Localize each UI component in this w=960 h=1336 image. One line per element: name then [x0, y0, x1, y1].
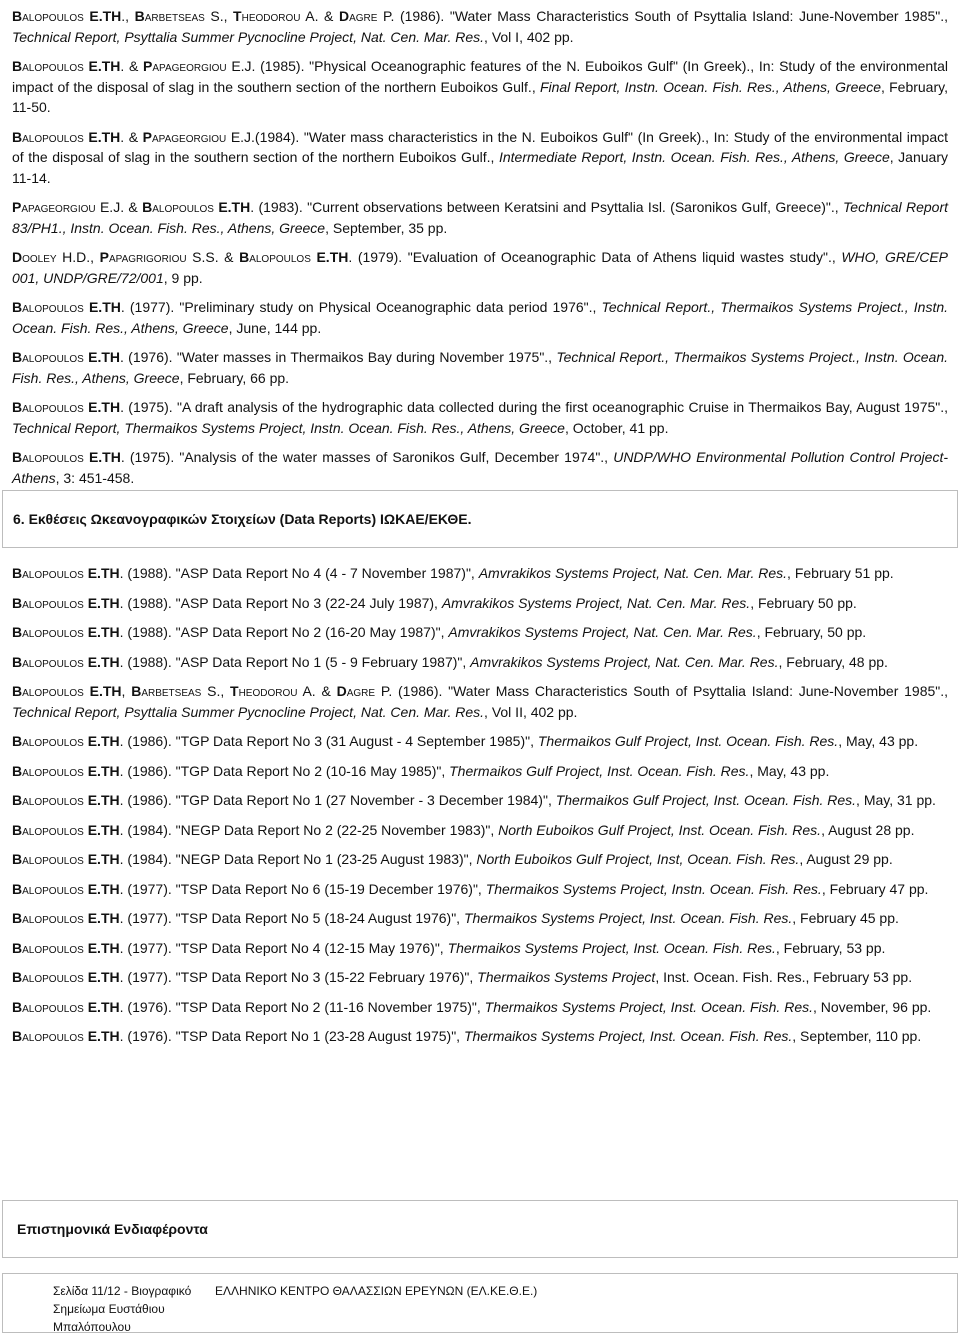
author-name: Balopoulos: [12, 762, 84, 779]
reference-text: H.D.,: [56, 249, 100, 265]
author-initials: E.Τ: [87, 624, 110, 640]
reference-text: , February, 53 pp.: [775, 939, 886, 956]
reference-entry: [12, 6, 948, 47]
author-initials: Η: [109, 821, 120, 838]
publication-source: North Euboikos Gulf Project, Inst. Ocean. Fish. Res.: [498, 821, 822, 838]
author-initials: E.Τ: [218, 199, 241, 215]
author-initials: Η: [338, 249, 349, 265]
author-name: Balopoulos: [12, 998, 84, 1015]
reference-text: , May, 43 pp.: [749, 762, 830, 779]
reference-text: P. (1986). "Water Mass Characteristics South of Psyttalia Island: June-November 1985".,: [377, 8, 949, 24]
author-initials: Η: [110, 128, 121, 145]
author-name: Papageorgiou: [142, 128, 227, 145]
publication-source: Technical Report., Thermaikos Systems Project., Instn. Ocean. Fish. Res., Athens, Greece: [12, 299, 949, 336]
reference-text: , Inst. Ocean. Fish. Res., February 53 pp.: [655, 969, 913, 985]
author-initials: Η: [109, 624, 120, 640]
reference-text: .,: [121, 8, 135, 24]
publication-source: Final Report, Instn. Ocean. Fish. Res., Athens, Greece: [539, 78, 881, 95]
reference-text: , May, 43 pp.: [838, 733, 919, 749]
reference-list-reports: [12, 563, 948, 1056]
publication-source: Technical Report, Psyttalia Summer Pycnocline Project, Nat. Cen. Mar. Res.: [12, 28, 485, 45]
author-initials: E.Τ: [87, 998, 110, 1015]
author-name: Balopoulos: [12, 880, 84, 897]
reference-text: . (1988). "ASP Data Report No 3 (22-24 July 1987),: [119, 594, 442, 611]
reference-text: . (1988). "ASP Data Report No 2 (16-20 May 1987)",: [119, 624, 449, 640]
reference-text: A. &: [297, 683, 337, 699]
reference-entry: [12, 347, 948, 388]
author-name: Balopoulos: [12, 969, 84, 985]
author-initials: E.Τ: [87, 792, 110, 808]
reference-text: , February, 48 pp.: [778, 653, 888, 670]
publication-source: Technical Report, Thermaikos Systems Project, Instn. Ocean. Fish. Res., Athens, Greece: [12, 419, 565, 436]
reference-entry: [12, 127, 948, 189]
author-name: Balopoulos: [12, 851, 84, 867]
reference-text: . (1975). "Analysis of the water masses of Saronikos Gulf, December 1974".,: [120, 449, 614, 465]
author-name: Theodorou: [230, 683, 298, 699]
reference-text: , June, 144 pp.: [228, 319, 322, 336]
reference-text: . (1977). "TSP Data Report No 3 (15-22 February 1976)",: [119, 969, 478, 985]
reference-entry: [12, 297, 948, 338]
reference-text: , August 29 pp.: [799, 851, 893, 867]
author-name: Balopoulos: [12, 792, 84, 808]
author-initials: Η: [109, 349, 121, 365]
author-initials: E.Τ: [87, 565, 110, 581]
publication-source: Technical Report, Psyttalia Summer Pycnocline Project, Nat. Cen. Mar. Res.: [12, 703, 485, 720]
author-name: Balopoulos: [239, 249, 311, 265]
reference-text: S.,: [201, 683, 230, 699]
author-name: Balopoulos: [12, 128, 84, 145]
reference-entry: [12, 247, 948, 288]
author-initials: E.Τ: [88, 299, 111, 315]
section-6-box: [2, 490, 958, 548]
reference-text: , February, 11-50.: [12, 78, 948, 115]
publication-source: Thermaikos Systems Project, Instn. Ocean. Fish. Res.: [485, 880, 822, 897]
reference-text: . &: [120, 58, 144, 74]
author-name: Barbetseas: [134, 8, 205, 24]
author-name: Balopoulos: [12, 624, 84, 640]
author-name: Papageorgiou: [143, 58, 227, 74]
author-initials: Η: [110, 58, 121, 74]
author-initials: Η: [109, 880, 120, 897]
reference-entry: [12, 879, 948, 900]
reference-entry: [12, 56, 948, 118]
publication-source: Thermaikos Systems Project, Inst. Ocean. Fish. Res.: [463, 910, 793, 926]
reference-text: A. &: [300, 8, 339, 24]
author-initials: E.Τ: [88, 58, 111, 74]
author-initials: E.Τ: [87, 594, 110, 611]
reference-text: . (1984). "NEGP Data Report No 1 (23-25 August 1983)",: [119, 851, 477, 867]
author-initials: E.Τ: [89, 8, 112, 24]
reference-entry: [12, 563, 948, 584]
author-initials: E.Τ: [87, 1028, 110, 1044]
reference-entry: [12, 731, 948, 752]
publication-source: Amvrakikos Systems Project, Nat. Cen. Mar. Res.: [448, 624, 757, 640]
author-initials: Η: [109, 939, 120, 956]
author-initials: Η: [110, 449, 121, 465]
reference-text: . (1977). "Preliminary study on Physical Oceanographic data period 1976".,: [120, 299, 602, 315]
section-interests-box: [2, 1200, 958, 1258]
author-name: Balopoulos: [12, 449, 84, 465]
author-initials: Η: [109, 594, 120, 611]
reference-text: S.S. &: [186, 249, 240, 265]
publication-source: Thermaikos Gulf Project, Inst. Ocean. Fish. Res.: [555, 792, 857, 808]
author-initials: Η: [111, 8, 122, 24]
reference-text: , February 47 pp.: [821, 880, 929, 897]
author-name: Balopoulos: [12, 683, 84, 699]
reference-text: P. (1986). "Water Mass Characteristics South of Psyttalia Island: June-November 1985".,: [375, 683, 949, 699]
publication-source: Thermaikos Gulf Project, Inst. Ocean. Fish. Res.: [537, 733, 839, 749]
reference-entry: [12, 622, 948, 643]
reference-entry: [12, 908, 948, 929]
reference-entry: [12, 1026, 948, 1047]
reference-text: . (1986). "TGP Data Report No 2 (10-16 May 1985)",: [119, 762, 450, 779]
author-initials: Η: [109, 733, 120, 749]
author-initials: E.Τ: [87, 880, 110, 897]
reference-entry: [12, 997, 948, 1018]
reference-text: E.J. &: [95, 199, 143, 215]
reference-entry: [12, 593, 948, 614]
author-name: Balopoulos: [12, 399, 84, 415]
reference-text: , September, 35 pp.: [325, 219, 448, 236]
reference-entry: [12, 761, 948, 782]
publication-source: Thermaikos Gulf Project, Inst. Ocean. Fish. Res.: [449, 762, 750, 779]
author-name: Papageorgiou: [12, 199, 96, 215]
author-initials: Η: [109, 762, 120, 779]
publication-source: Technical Report., Thermaikos Systems Project., Instn. Ocean. Fish. Res., Athens, Greece: [12, 349, 948, 386]
author-name: Balopoulos: [12, 653, 84, 670]
reference-text: , February, 50 pp.: [756, 624, 867, 640]
author-name: Balopoulos: [12, 1028, 84, 1044]
author-name: Balopoulos: [12, 910, 84, 926]
reference-text: , August 28 pp.: [821, 821, 915, 838]
section-6-title: 6. Εκθέσεις Ωκεανογραφικών Στοιχείων (Data Reports) ΙΩΚΑΕ/ΕΚΘΕ.: [13, 511, 472, 527]
reference-text: , February 50 pp.: [750, 594, 857, 611]
reference-text: . (1988). "ASP Data Report No 1 (5 - 9 February 1987)",: [119, 653, 471, 670]
author-initials: E.Τ: [88, 449, 111, 465]
author-initials: Η: [109, 1028, 120, 1044]
publication-source: Thermaikos Systems Project, Inst. Ocean. Fish. Res.: [447, 939, 776, 956]
reference-text: , January 11-14.: [12, 149, 948, 186]
author-initials: E.Τ: [88, 349, 110, 365]
reference-text: , Vol II, 402 pp.: [484, 703, 578, 720]
author-initials: E.Τ: [87, 762, 110, 779]
author-name: Balopoulos: [12, 565, 84, 581]
author-name: Balopoulos: [142, 199, 214, 215]
reference-text: . (1984). "NEGP Data Report No 2 (22-25 November 1983)",: [119, 821, 499, 838]
reference-text: , September, 110 pp.: [792, 1028, 922, 1044]
author-name: Balopoulos: [12, 8, 84, 24]
reference-entry: [12, 938, 948, 959]
author-initials: E.Τ: [87, 821, 110, 838]
reference-text: , February 51 pp.: [787, 565, 894, 581]
reference-text: . (1977). "TSP Data Report No 6 (15-19 December 1976)",: [119, 880, 486, 897]
author-initials: Η: [110, 299, 121, 315]
author-initials: Η: [240, 199, 251, 215]
publication-source: Technical Report 83/PH1., Instn. Ocean. Fish. Res., Athens, Greece: [12, 199, 949, 236]
publication-source: North Euboikos Gulf Project, Inst, Ocean. Fish. Res.: [476, 851, 800, 867]
author-name: Balopoulos: [12, 733, 84, 749]
reference-text: , November, 96 pp.: [813, 998, 932, 1015]
reference-entry: [12, 967, 948, 988]
reference-text: . (1975). "A draft analysis of the hydrographic data collected during the first oceanographic Cruise in Thermaikos Bay, August 1975".,: [120, 399, 949, 415]
reference-text: . (1976). "TSP Data Report No 1 (23-28 August 1975)",: [119, 1028, 464, 1044]
reference-entry: [12, 447, 948, 488]
author-name: Dagre: [336, 683, 376, 699]
publication-source: WHO, GRE/CEP 001, UNDP/GRE/72/001: [12, 249, 949, 286]
author-name: Theodorou: [233, 8, 301, 24]
reference-text: S.,: [204, 8, 234, 24]
reference-entry: [12, 397, 948, 438]
author-initials: E.Τ: [87, 969, 110, 985]
author-initials: Η: [109, 399, 121, 415]
author-initials: E.Τ: [89, 683, 112, 699]
author-initials: E.Τ: [88, 399, 110, 415]
reference-list-top: [12, 6, 948, 497]
section-interests-title: Επιστημονικά Ενδιαφέροντα: [17, 1221, 208, 1237]
author-initials: E.Τ: [316, 249, 339, 265]
author-name: Balopoulos: [12, 349, 84, 365]
publication-source: Amvrakikos Systems Project, Nat. Cen. Mar. Res.: [441, 594, 751, 611]
reference-text: . (1976). "TSP Data Report No 2 (11-16 November 1975)",: [119, 998, 485, 1015]
author-initials: E.Τ: [87, 939, 110, 956]
author-initials: E.Τ: [87, 733, 110, 749]
author-name: Balopoulos: [12, 939, 84, 956]
author-initials: Η: [109, 998, 120, 1015]
author-initials: Η: [109, 851, 120, 867]
reference-text: . (1986). "TGP Data Report No 3 (31 August - 4 September 1985)",: [119, 733, 538, 749]
reference-text: , May, 31 pp.: [856, 792, 936, 808]
reference-text: ,: [121, 683, 132, 699]
author-initials: Η: [109, 969, 120, 985]
reference-text: , Vol I, 402 pp.: [484, 28, 574, 45]
reference-text: . (1977). "TSP Data Report No 4 (12-15 May 1976)",: [119, 939, 448, 956]
reference-text: E.J. (1985). "Physical Oceanographic features of the N. Euboikos Gulf" (In Greek)., In: Study of the environmental impact of the disposal of slag in the southern section of the northern Euboikos Gulf.,: [12, 58, 948, 95]
page-footer: [2, 1273, 958, 1333]
reference-text: . (1988). "ASP Data Report No 4 (4 - 7 November 1987)",: [119, 565, 479, 581]
author-initials: E.Τ: [88, 128, 111, 145]
author-name: Balopoulos: [12, 821, 84, 838]
reference-text: , 9 pp.: [163, 269, 203, 286]
reference-text: . (1986). "TGP Data Report No 1 (27 November - 3 December 1984)",: [119, 792, 556, 808]
author-name: Balopoulos: [12, 58, 84, 74]
reference-entry: [12, 790, 948, 811]
publication-source: Amvrakikos Systems Project, Nat. Cen. Mar. Res.: [478, 565, 788, 581]
author-name: Balopoulos: [12, 299, 84, 315]
reference-text: , 3: 451-458.: [55, 469, 135, 486]
reference-entry: [12, 681, 948, 722]
publication-source: Thermaikos Systems Project, Inst. Ocean. Fish. Res.: [463, 1028, 793, 1044]
publication-source: Intermediate Report, Instn. Ocean. Fish. Res., Athens, Greece: [498, 149, 890, 165]
publication-source: Thermaikos Systems Project, Inst. Ocean. Fish. Res.: [484, 998, 813, 1015]
author-initials: E.Τ: [87, 851, 110, 867]
publication-source: Thermaikos Systems Project: [477, 969, 656, 985]
reference-entry: [12, 652, 948, 673]
publication-source: Amvrakikos Systems Project, Nat. Cen. Mar. Res.: [470, 653, 779, 670]
author-initials: Η: [109, 653, 120, 670]
publication-source: UNDP/WHO Environmental Pollution Control Project-Athens: [12, 449, 949, 486]
footer-institution: ΕΛΛΗΝΙΚΟ ΚΕΝΤΡΟ ΘΑΛΑΣΣΙΩΝ ΕΡΕΥΝΩΝ (ΕΛ.ΚΕ.Θ.Ε.): [215, 1284, 538, 1298]
reference-text: . (1977). "TSP Data Report No 5 (18-24 August 1976)",: [119, 910, 464, 926]
reference-entry: [12, 849, 948, 870]
reference-text: E.J.(1984). "Water mass characteristics in the N. Euboikos Gulf" (In Greek)., In: Study of the environmental impact of the disposal of slag in the southern section of the northern Euboikos Gulf.,: [12, 128, 949, 165]
author-initials: E.Τ: [87, 653, 110, 670]
reference-entry: [12, 197, 948, 238]
footer-page-info: Σελίδα 11/12 - Βιογραφικό Σημείωμα Ευστάθιου Μπαλόπουλου: [53, 1284, 192, 1334]
reference-text: , February 45 pp.: [792, 910, 899, 926]
author-initials: Η: [109, 910, 120, 926]
author-name: Balopoulos: [12, 594, 84, 611]
reference-text: . (1979). "Evaluation of Oceanographic Data of Athens liquid wastes study".,: [348, 249, 842, 265]
reference-text: . (1983). "Current observations between Keratsini and Psyttalia Isl. (Saronikos Gulf, Greece)".,: [250, 199, 844, 215]
reference-text: . (1976). "Water masses in Thermaikos Bay during November 1975".,: [120, 349, 557, 365]
reference-text: , February, 66 pp.: [179, 369, 290, 386]
author-initials: Η: [111, 683, 122, 699]
author-initials: E.Τ: [87, 910, 110, 926]
author-name: Dagre: [338, 8, 378, 24]
reference-text: . &: [120, 128, 143, 145]
author-initials: Η: [109, 565, 120, 581]
author-name: Barbetseas: [131, 683, 202, 699]
reference-text: , October, 41 pp.: [564, 419, 669, 436]
author-name: Papagrigoriou: [99, 249, 187, 265]
reference-entry: [12, 820, 948, 841]
author-initials: Η: [109, 792, 120, 808]
author-name: Dooley: [12, 249, 57, 265]
